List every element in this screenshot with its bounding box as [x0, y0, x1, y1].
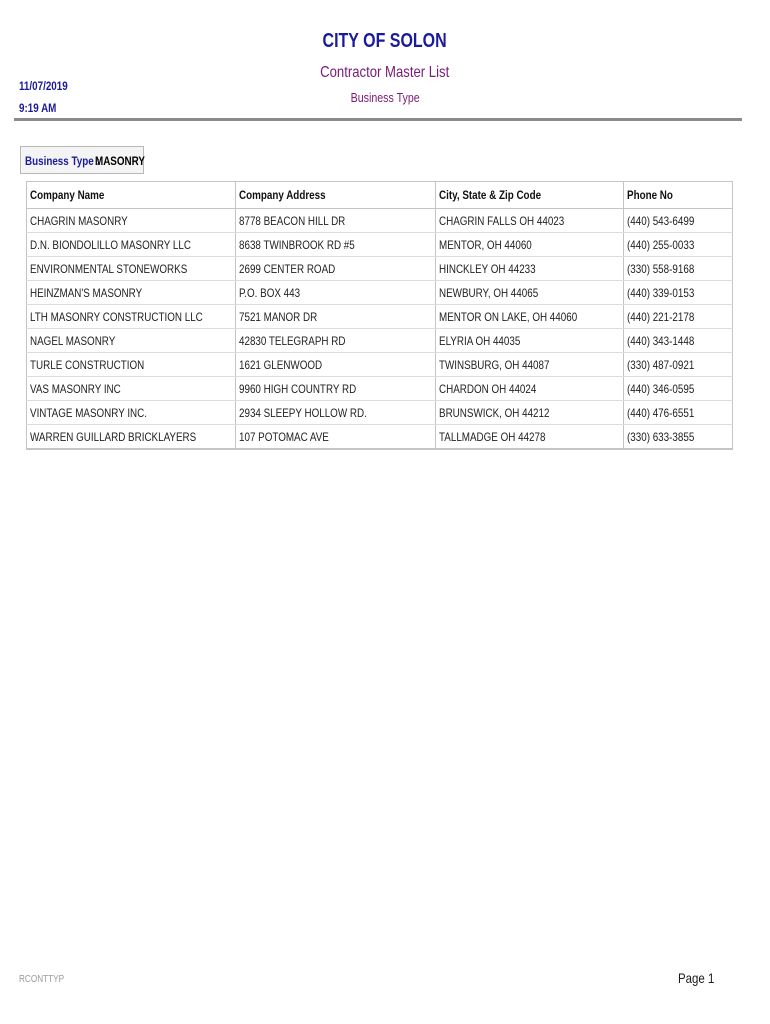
report-grouping-label: Business Type [350, 90, 420, 105]
company-address-cell: 1621 GLENWOOD [236, 353, 436, 377]
column-header-company-address: Company Address [236, 182, 436, 209]
phone-cell: (440) 339-0153 [624, 281, 733, 305]
report-code: RCONTTYP [19, 974, 65, 985]
city-state-zip-cell: CHARDON OH 44024 [436, 377, 624, 401]
table-row [27, 377, 733, 401]
company-address-cell: 42830 TELEGRAPH RD [236, 329, 436, 353]
phone-cell: (330) 633-3855 [624, 425, 733, 450]
phone-cell: (440) 346-0595 [624, 377, 733, 401]
company-address-cell: 9960 HIGH COUNTRY RD [236, 377, 436, 401]
company-name-cell: VINTAGE MASONRY INC. [27, 401, 236, 425]
company-name-cell: LTH MASONRY CONSTRUCTION LLC [27, 305, 236, 329]
header-divider [14, 118, 742, 121]
column-header-city-state-zip: City, State & Zip Code [436, 182, 624, 209]
phone-cell: (440) 255-0033 [624, 233, 733, 257]
table-row [27, 209, 733, 233]
column-header-company-name: Company Name [27, 182, 236, 209]
city-state-zip-cell: HINCKLEY OH 44233 [436, 257, 624, 281]
page-number: Page 1 [678, 970, 715, 986]
company-name-cell: WARREN GUILLARD BRICKLAYERS [27, 425, 236, 450]
table-row [27, 425, 733, 450]
filter-label: Business Type : [25, 154, 100, 168]
contractor-table [26, 181, 733, 450]
phone-cell: (330) 558-9168 [624, 257, 733, 281]
city-state-zip-cell: ELYRIA OH 44035 [436, 329, 624, 353]
phone-cell: (440) 476-6551 [624, 401, 733, 425]
company-name-cell: HEINZMAN'S MASONRY [27, 281, 236, 305]
city-state-zip-cell: TWINSBURG, OH 44087 [436, 353, 624, 377]
company-name-cell: D.N. BIONDOLILLO MASONRY LLC [27, 233, 236, 257]
company-address-cell: 107 POTOMAC AVE [236, 425, 436, 450]
table-header-row [27, 182, 733, 209]
company-name-cell: VAS MASONRY INC [27, 377, 236, 401]
report-title: CITY OF SOLON [322, 30, 448, 52]
company-name-cell: CHAGRIN MASONRY [27, 209, 236, 233]
company-address-cell: P.O. BOX 443 [236, 281, 436, 305]
company-address-cell: 8778 BEACON HILL DR [236, 209, 436, 233]
table-row [27, 401, 733, 425]
filter-value: MASONRY [95, 154, 145, 168]
company-address-cell: 2934 SLEEPY HOLLOW RD. [236, 401, 436, 425]
phone-cell: (440) 343-1448 [624, 329, 733, 353]
city-state-zip-cell: TALLMADGE OH 44278 [436, 425, 624, 450]
table-row [27, 257, 733, 281]
table-row [27, 281, 733, 305]
business-type-filter [20, 146, 144, 174]
city-state-zip-cell: MENTOR ON LAKE, OH 44060 [436, 305, 624, 329]
city-state-zip-cell: MENTOR, OH 44060 [436, 233, 624, 257]
company-name-cell: ENVIRONMENTAL STONEWORKS [27, 257, 236, 281]
table-row [27, 233, 733, 257]
company-address-cell: 2699 CENTER ROAD [236, 257, 436, 281]
company-address-cell: 7521 MANOR DR [236, 305, 436, 329]
company-name-cell: NAGEL MASONRY [27, 329, 236, 353]
city-state-zip-cell: NEWBURY, OH 44065 [436, 281, 624, 305]
city-state-zip-cell: BRUNSWICK, OH 44212 [436, 401, 624, 425]
report-time: 9:19 AM [19, 101, 57, 115]
report-subtitle: Contractor Master List [320, 64, 450, 81]
phone-cell: (440) 221-2178 [624, 305, 733, 329]
table-row [27, 329, 733, 353]
company-name-cell: TURLE CONSTRUCTION [27, 353, 236, 377]
table-row [27, 305, 733, 329]
table-row [27, 353, 733, 377]
phone-cell: (330) 487-0921 [624, 353, 733, 377]
phone-cell: (440) 543-6499 [624, 209, 733, 233]
report-date: 11/07/2019 [19, 79, 68, 93]
company-address-cell: 8638 TWINBROOK RD #5 [236, 233, 436, 257]
column-header-phone: Phone No [624, 182, 733, 209]
city-state-zip-cell: CHAGRIN FALLS OH 44023 [436, 209, 624, 233]
